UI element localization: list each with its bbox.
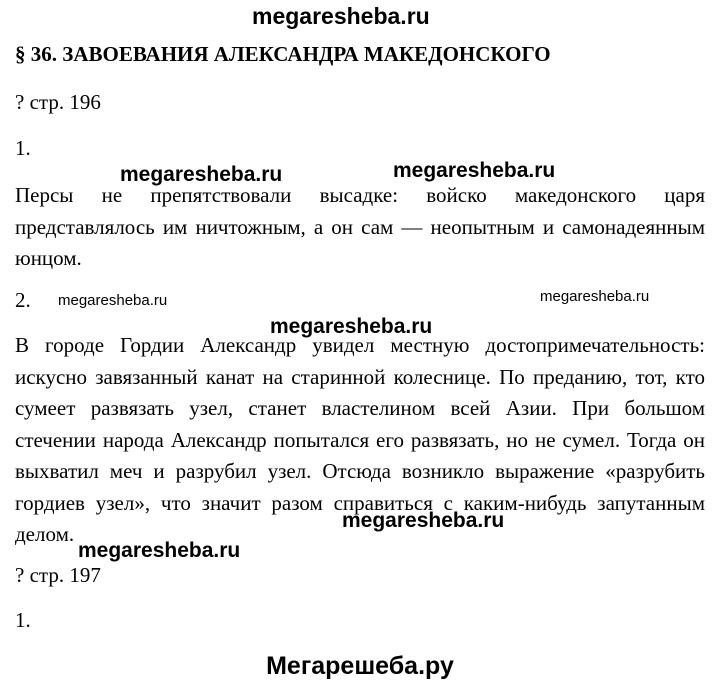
footer-brand: Мегарешеба.ру: [266, 652, 454, 680]
question-number: 2.: [15, 288, 31, 312]
page-reference: ? стр. 197: [15, 563, 101, 587]
question-number: 1.: [15, 136, 31, 160]
watermark-lower-right: megaresheba.ru: [342, 509, 505, 532]
watermark-top: megaresheba.ru: [252, 3, 430, 29]
page-reference: ? стр. 196: [15, 90, 101, 114]
watermark-mid-left: megaresheba.ru: [120, 163, 283, 186]
watermark-lower-left: megaresheba.ru: [78, 539, 241, 562]
answer-paragraph-2: В городе Гордии Александр увидел местную достопримечательность: искусно завязанный канат на старинной колеснице. По преданию, тот, кто сумеет развязать узел, станет властелином всей Азии. При большом стечении народа Александр попытался его развязать, но не сумел. Тогда он выхватил меч и разрубил узел. Отсюда возникло выражение «разрубить гордиев узел», что значит разом справиться с каким-нибудь запутанным делом.: [15, 333, 705, 546]
watermark-small-left: megaresheba.ru: [58, 292, 168, 309]
section-heading: § 36. ЗАВОЕВАНИЯ АЛЕКСАНДРА МАКЕДОНСКОГО: [15, 42, 551, 66]
question-number: 1.: [15, 608, 31, 632]
answer-paragraph-1: Персы не препятствовали высадке: войско македонского царя представлялось им ничтожным, а он сам — неопытным и самонадеянным юнцом.: [15, 183, 705, 270]
watermark-small-right: megaresheba.ru: [540, 288, 650, 305]
watermark-mid-right: megaresheba.ru: [393, 159, 556, 182]
watermark-center: megaresheba.ru: [270, 315, 433, 338]
